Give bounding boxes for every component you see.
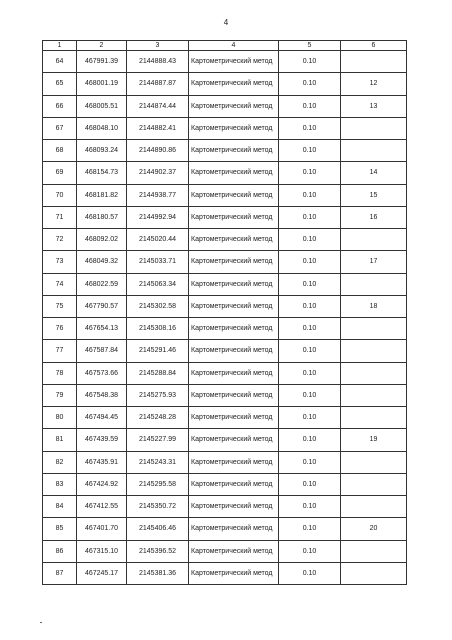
accuracy-cell: 0.10: [279, 451, 341, 473]
point-number-cell: 66: [43, 95, 77, 117]
column-header-3: 3: [127, 41, 189, 51]
point-number-cell: 72: [43, 229, 77, 251]
accuracy-cell: 0.10: [279, 562, 341, 584]
method-cell: Картометрический метод: [189, 117, 279, 139]
x-coordinate-cell: 467439.59: [77, 429, 127, 451]
x-coordinate-cell: 467587.84: [77, 340, 127, 362]
accuracy-cell: 0.10: [279, 273, 341, 295]
y-coordinate-cell: 2145308.16: [127, 318, 189, 340]
table-row: [43, 496, 407, 518]
x-coordinate-cell: 467435.91: [77, 451, 127, 473]
x-coordinate-cell: 468001.19: [77, 73, 127, 95]
y-coordinate-cell: 2145020.44: [127, 229, 189, 251]
note-cell: [341, 273, 407, 295]
accuracy-cell: 0.10: [279, 518, 341, 540]
point-number-cell: 86: [43, 540, 77, 562]
note-cell: [341, 140, 407, 162]
method-cell: Картометрический метод: [189, 496, 279, 518]
point-number-cell: 79: [43, 384, 77, 406]
x-coordinate-cell: 467412.55: [77, 496, 127, 518]
x-coordinate-cell: 467654.13: [77, 318, 127, 340]
table-row: [43, 229, 407, 251]
method-cell: Картометрический метод: [189, 229, 279, 251]
note-cell: 19: [341, 429, 407, 451]
accuracy-cell: 0.10: [279, 540, 341, 562]
accuracy-cell: 0.10: [279, 318, 341, 340]
accuracy-cell: 0.10: [279, 251, 341, 273]
column-header-1: 1: [43, 41, 77, 51]
y-coordinate-cell: 2144882.41: [127, 117, 189, 139]
point-number-cell: 71: [43, 206, 77, 228]
table-row: [43, 362, 407, 384]
point-number-cell: 83: [43, 473, 77, 495]
point-number-cell: 87: [43, 562, 77, 584]
y-coordinate-cell: 2145291.46: [127, 340, 189, 362]
note-cell: [341, 562, 407, 584]
accuracy-cell: 0.10: [279, 384, 341, 406]
point-number-cell: 85: [43, 518, 77, 540]
accuracy-cell: 0.10: [279, 229, 341, 251]
accuracy-cell: 0.10: [279, 51, 341, 73]
x-coordinate-cell: 467424.92: [77, 473, 127, 495]
table-row: [43, 384, 407, 406]
y-coordinate-cell: 2144890.86: [127, 140, 189, 162]
point-number-cell: 75: [43, 295, 77, 317]
x-coordinate-cell: 468154.73: [77, 162, 127, 184]
y-coordinate-cell: 2145033.71: [127, 251, 189, 273]
table-row: [43, 184, 407, 206]
y-coordinate-cell: 2145350.72: [127, 496, 189, 518]
note-cell: [341, 540, 407, 562]
note-cell: [341, 229, 407, 251]
note-cell: 18: [341, 295, 407, 317]
note-cell: [341, 117, 407, 139]
table-row: [43, 95, 407, 117]
point-number-cell: 67: [43, 117, 77, 139]
x-coordinate-cell: 468092.02: [77, 229, 127, 251]
note-cell: 12: [341, 73, 407, 95]
y-coordinate-cell: 2145275.93: [127, 384, 189, 406]
method-cell: Картометрический метод: [189, 95, 279, 117]
y-coordinate-cell: 2144874.44: [127, 95, 189, 117]
column-header-5: 5: [279, 41, 341, 51]
table-row: [43, 318, 407, 340]
coordinates-table: [42, 40, 407, 585]
point-number-cell: 64: [43, 51, 77, 73]
method-cell: Картометрический метод: [189, 518, 279, 540]
x-coordinate-cell: 467573.66: [77, 362, 127, 384]
method-cell: Картометрический метод: [189, 429, 279, 451]
y-coordinate-cell: 2145302.58: [127, 295, 189, 317]
y-coordinate-cell: 2145406.46: [127, 518, 189, 540]
table-row: [43, 340, 407, 362]
note-cell: [341, 473, 407, 495]
note-cell: 14: [341, 162, 407, 184]
x-coordinate-cell: 468093.24: [77, 140, 127, 162]
page-number: 4: [223, 18, 229, 27]
note-cell: 16: [341, 206, 407, 228]
y-coordinate-cell: 2145063.34: [127, 273, 189, 295]
table-row: [43, 273, 407, 295]
note-cell: [341, 407, 407, 429]
accuracy-cell: 0.10: [279, 73, 341, 95]
x-coordinate-cell: 467401.70: [77, 518, 127, 540]
x-coordinate-cell: 468022.59: [77, 273, 127, 295]
point-number-cell: 69: [43, 162, 77, 184]
point-number-cell: 74: [43, 273, 77, 295]
x-coordinate-cell: 467245.17: [77, 562, 127, 584]
y-coordinate-cell: 2144938.77: [127, 184, 189, 206]
scan-mark: [40, 622, 42, 623]
point-number-cell: 70: [43, 184, 77, 206]
table-row: [43, 562, 407, 584]
x-coordinate-cell: 467790.57: [77, 295, 127, 317]
column-header-2: 2: [77, 41, 127, 51]
method-cell: Картометрический метод: [189, 318, 279, 340]
y-coordinate-cell: 2145243.31: [127, 451, 189, 473]
point-number-cell: 82: [43, 451, 77, 473]
method-cell: Картометрический метод: [189, 295, 279, 317]
y-coordinate-cell: 2144992.94: [127, 206, 189, 228]
method-cell: Картометрический метод: [189, 251, 279, 273]
note-cell: 15: [341, 184, 407, 206]
table-row: [43, 540, 407, 562]
note-cell: [341, 384, 407, 406]
method-cell: Картометрический метод: [189, 273, 279, 295]
table-row: [43, 295, 407, 317]
accuracy-cell: 0.10: [279, 95, 341, 117]
accuracy-cell: 0.10: [279, 295, 341, 317]
table-row: [43, 51, 407, 73]
point-number-cell: 84: [43, 496, 77, 518]
note-cell: 17: [341, 251, 407, 273]
x-coordinate-cell: 468180.57: [77, 206, 127, 228]
table-row: [43, 140, 407, 162]
x-coordinate-cell: 467315.10: [77, 540, 127, 562]
note-cell: [341, 318, 407, 340]
y-coordinate-cell: 2145381.36: [127, 562, 189, 584]
x-coordinate-cell: 468005.51: [77, 95, 127, 117]
y-coordinate-cell: 2145288.84: [127, 362, 189, 384]
method-cell: Картометрический метод: [189, 562, 279, 584]
table-row: [43, 429, 407, 451]
point-number-cell: 76: [43, 318, 77, 340]
method-cell: Картометрический метод: [189, 162, 279, 184]
note-cell: 13: [341, 95, 407, 117]
point-number-cell: 68: [43, 140, 77, 162]
column-header-4: 4: [189, 41, 279, 51]
accuracy-cell: 0.10: [279, 473, 341, 495]
note-cell: [341, 362, 407, 384]
table-row: [43, 407, 407, 429]
note-cell: [341, 340, 407, 362]
accuracy-cell: 0.10: [279, 429, 341, 451]
x-coordinate-cell: 468181.82: [77, 184, 127, 206]
accuracy-cell: 0.10: [279, 496, 341, 518]
column-header-6: 6: [341, 41, 407, 51]
point-number-cell: 65: [43, 73, 77, 95]
method-cell: Картометрический метод: [189, 340, 279, 362]
point-number-cell: 73: [43, 251, 77, 273]
accuracy-cell: 0.10: [279, 162, 341, 184]
accuracy-cell: 0.10: [279, 362, 341, 384]
note-cell: [341, 496, 407, 518]
table-header-row: [43, 41, 407, 51]
y-coordinate-cell: 2145248.28: [127, 407, 189, 429]
method-cell: Картометрический метод: [189, 184, 279, 206]
method-cell: Картометрический метод: [189, 384, 279, 406]
y-coordinate-cell: 2145295.58: [127, 473, 189, 495]
method-cell: Картометрический метод: [189, 451, 279, 473]
point-number-cell: 81: [43, 429, 77, 451]
table-row: [43, 73, 407, 95]
point-number-cell: 78: [43, 362, 77, 384]
x-coordinate-cell: 468049.32: [77, 251, 127, 273]
point-number-cell: 77: [43, 340, 77, 362]
point-number-cell: 80: [43, 407, 77, 429]
accuracy-cell: 0.10: [279, 206, 341, 228]
x-coordinate-cell: 468048.10: [77, 117, 127, 139]
method-cell: Картометрический метод: [189, 407, 279, 429]
y-coordinate-cell: 2145396.52: [127, 540, 189, 562]
method-cell: Картометрический метод: [189, 473, 279, 495]
x-coordinate-cell: 467991.39: [77, 51, 127, 73]
accuracy-cell: 0.10: [279, 140, 341, 162]
y-coordinate-cell: 2145227.99: [127, 429, 189, 451]
note-cell: [341, 451, 407, 473]
x-coordinate-cell: 467548.38: [77, 384, 127, 406]
table-row: [43, 206, 407, 228]
table-row: [43, 451, 407, 473]
method-cell: Картометрический метод: [189, 140, 279, 162]
table-body: [43, 51, 407, 585]
accuracy-cell: 0.10: [279, 407, 341, 429]
y-coordinate-cell: 2144887.87: [127, 73, 189, 95]
table-row: [43, 162, 407, 184]
method-cell: Картометрический метод: [189, 73, 279, 95]
method-cell: Картометрический метод: [189, 540, 279, 562]
accuracy-cell: 0.10: [279, 184, 341, 206]
method-cell: Картометрический метод: [189, 51, 279, 73]
method-cell: Картометрический метод: [189, 206, 279, 228]
y-coordinate-cell: 2144888.43: [127, 51, 189, 73]
accuracy-cell: 0.10: [279, 340, 341, 362]
table-row: [43, 518, 407, 540]
note-cell: [341, 51, 407, 73]
accuracy-cell: 0.10: [279, 117, 341, 139]
note-cell: 20: [341, 518, 407, 540]
x-coordinate-cell: 467494.45: [77, 407, 127, 429]
method-cell: Картометрический метод: [189, 362, 279, 384]
y-coordinate-cell: 2144902.37: [127, 162, 189, 184]
table-row: [43, 117, 407, 139]
table-row: [43, 473, 407, 495]
table-row: [43, 251, 407, 273]
